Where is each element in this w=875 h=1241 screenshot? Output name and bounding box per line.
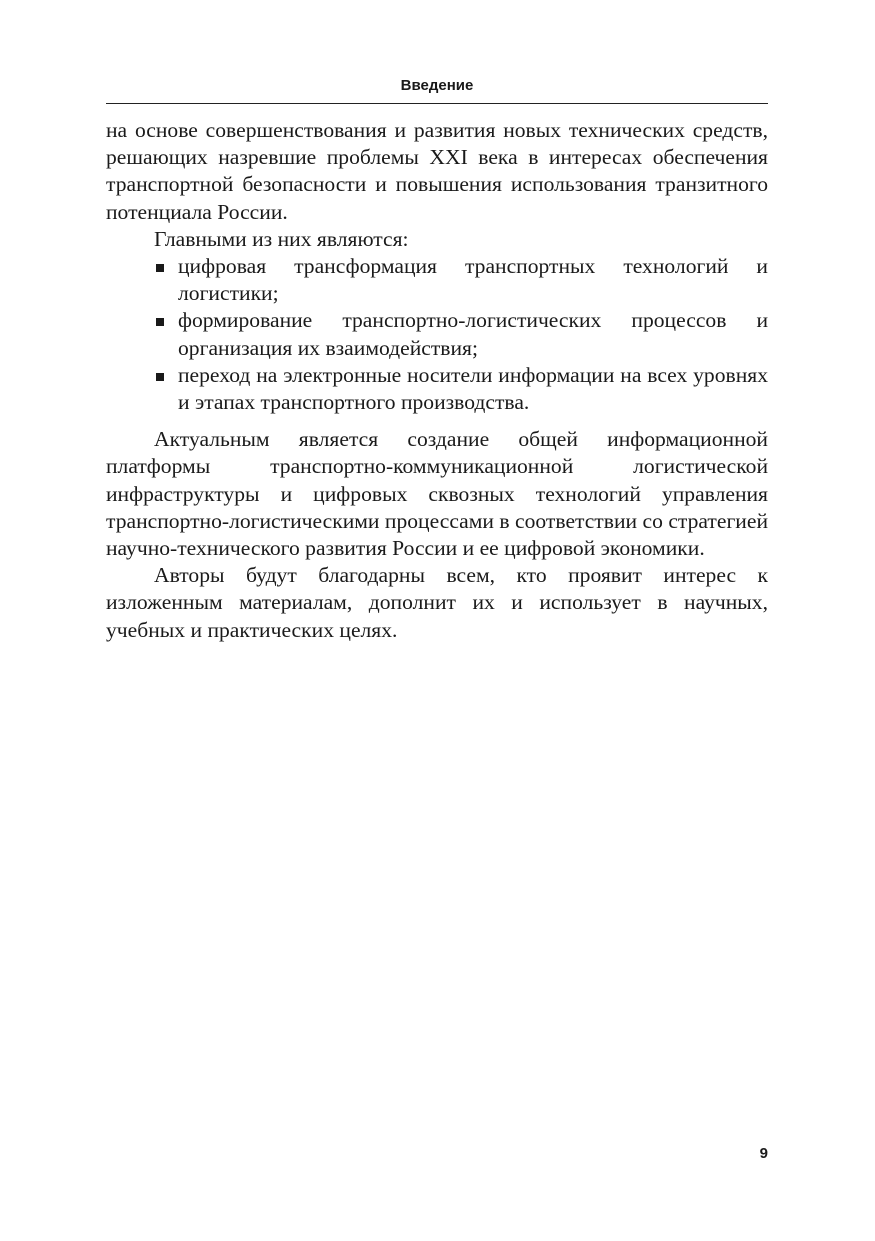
page-body — [106, 117, 768, 644]
bullet-item — [106, 362, 768, 416]
body-paragraph-authors: Авторы будут благодарны всем, кто проявит интерес к изложенным материалам, дополнит их и использует в научных, учебных и практических целях. — [106, 563, 768, 642]
header-rule — [106, 103, 768, 104]
body-paragraph-platform: Актуальным является создание общей информационной платформы транспортно-коммуникационной логистической инфраструктуры и цифровых сквозных технологий управления транспортно-логистическими процессами в соответствии со стратегией научно-технического развития России и ее цифровой экономики. — [106, 427, 768, 561]
bullet-item-text: формирование транспортно-логистических процессов и организация их взаимодействия; — [178, 308, 768, 360]
square-bullet-icon — [156, 318, 164, 326]
bullet-item — [106, 253, 768, 307]
square-bullet-icon — [156, 264, 164, 272]
body-paragraph-continuation: на основе совершенствования и развития новых технических средств, решающих назревшие проблемы XXI века в интересах обеспечения транспортной безопасности и повышения использования транзитного потенциала России. — [106, 118, 768, 224]
running-header-title: Введение — [400, 77, 474, 94]
bullet-item — [106, 307, 768, 361]
bullet-item-text: цифровая трансформация транспортных технологий и логистики; — [178, 254, 768, 306]
bullet-item-text: переход на электронные носители информации на всех уровнях и этапах транспортного производства. — [178, 362, 768, 415]
page-number: 9 — [759, 1145, 768, 1162]
bullet-list — [106, 253, 768, 416]
body-paragraph-list-intro: Главными из них являются: — [154, 226, 409, 251]
square-bullet-icon — [156, 373, 164, 381]
